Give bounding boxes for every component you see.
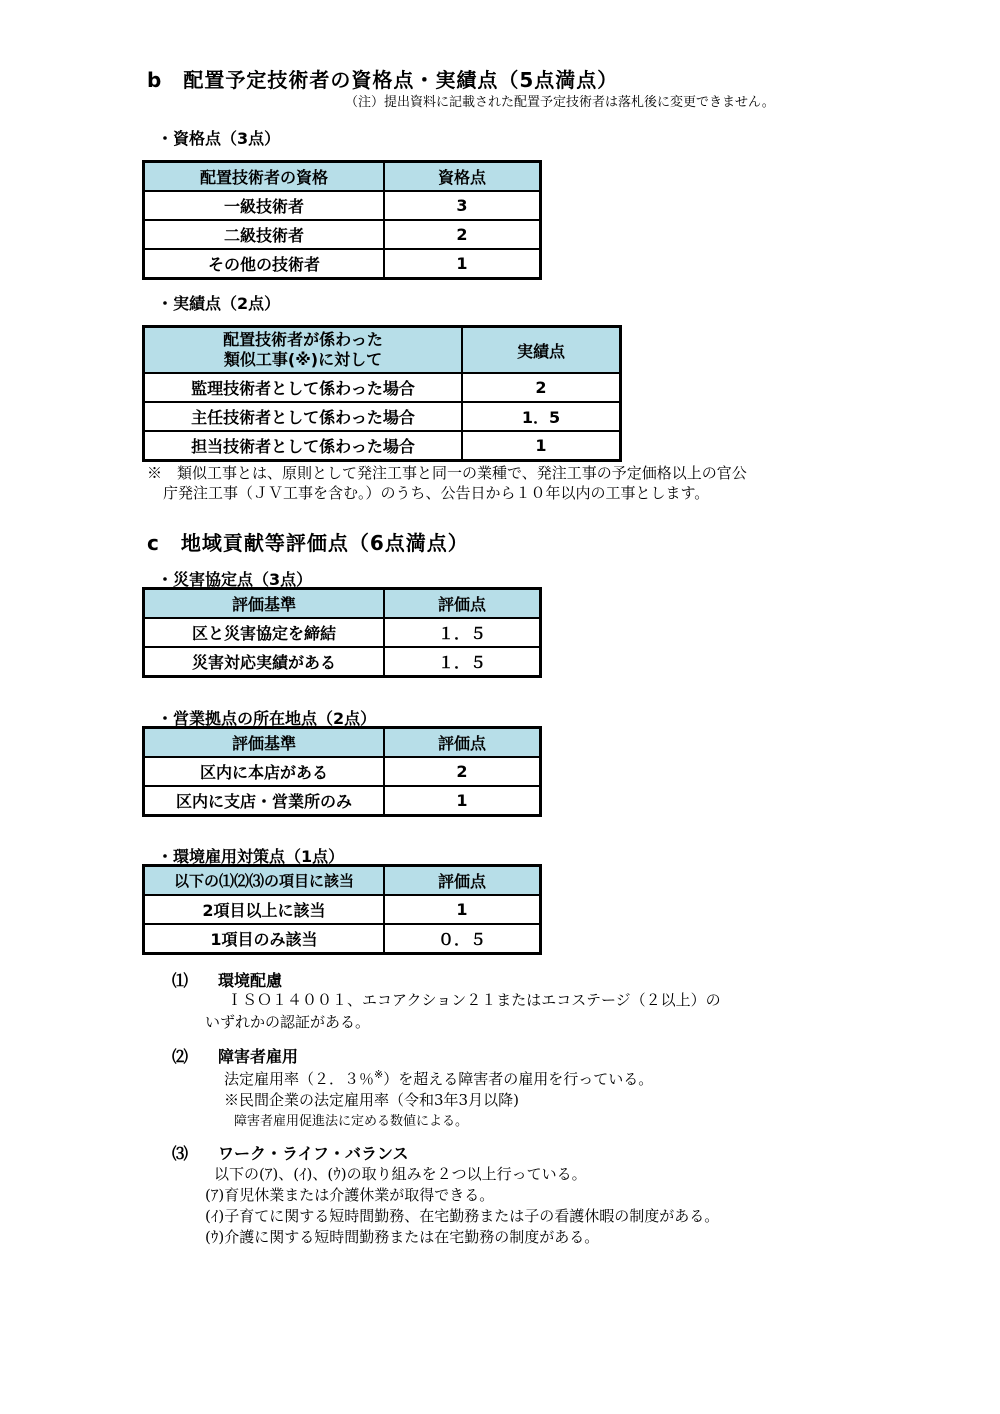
table-header-row [144, 728, 541, 758]
table-cell: 1．5 [462, 402, 621, 431]
table-cell: 区と災害協定を締結 [144, 618, 385, 647]
item2-line: ※民間企業の法定雇用率（令和3年3月以降) [224, 1091, 519, 1109]
table-cell: 主任技術者として係わった場合 [144, 402, 463, 431]
table-header-row [144, 866, 541, 896]
table-row [144, 895, 541, 924]
section-c-title: c 地域貢献等評価点（6点満点） [147, 531, 469, 555]
table-row [144, 924, 541, 954]
table-row [144, 191, 541, 220]
table-header-cell: 配置技術者の資格 [144, 162, 385, 192]
table-cell: 1 [462, 431, 621, 461]
section-b-title: b 配置予定技術者の資格点・実績点（5点満点） [147, 68, 619, 92]
footnote-line: ※ 類似工事とは、原則として発注工事と同一の業種で、発注工事の予定価格以上の官公 [147, 464, 747, 482]
table-header-row [144, 327, 621, 374]
item3-line: (ｱ)育児休業または介護休業が取得できる。 [205, 1186, 495, 1204]
table-row [144, 618, 541, 647]
table-header-row [144, 162, 541, 192]
qualification-heading: ・資格点（3点） [157, 129, 281, 148]
table-cell: 1 [384, 895, 541, 924]
table-cell: 一級技術者 [144, 191, 385, 220]
table-header-cell [144, 327, 463, 374]
item3-line: 以下の(ｱ)、(ｲ)、(ｳ)の取り組みを２つ以上行っている。 [214, 1165, 587, 1183]
table-row [144, 220, 541, 249]
item2-line1-sup: ※ [374, 1068, 384, 1081]
table-row [144, 647, 541, 677]
table-header-cell: 資格点 [384, 162, 541, 192]
achievement-table [142, 325, 622, 462]
table-cell: 2 [384, 757, 541, 786]
item2-line: 障害者雇用促進法に定める数値による。 [234, 1114, 469, 1129]
table-cell: 区内に本店がある [144, 757, 385, 786]
table-header-cell: 評価基準 [144, 589, 385, 619]
table-cell: 区内に支店・営業所のみ [144, 786, 385, 816]
table-cell: １．５ [384, 618, 541, 647]
section-b-note: （注）提出資料に記載された配置予定技術者は落札後に変更できません。 [345, 95, 775, 110]
header-line: 配置技術者が係わった [223, 330, 383, 349]
table-cell: 2 [462, 373, 621, 402]
item3-line: (ｲ)子育てに関する短時間勤務、在宅勤務または子の看護休暇の制度がある。 [205, 1207, 720, 1225]
table-header-cell: 評価点 [384, 866, 541, 896]
table-cell: 3 [384, 191, 541, 220]
table-cell: 担当技術者として係わった場合 [144, 431, 463, 461]
item3-title: ワーク・ライフ・バランス [218, 1144, 409, 1163]
disaster-heading: ・災害協定点（3点） [157, 570, 313, 589]
item3-line: (ｳ)介護に関する短時間勤務または在宅勤務の制度がある。 [205, 1228, 600, 1246]
item2-line1-post: ）を超える障害者の雇用を行っている。 [383, 1070, 654, 1088]
item2-title: 障害者雇用 [218, 1047, 299, 1066]
table-row [144, 402, 621, 431]
item1-line: いずれかの認証がある。 [205, 1013, 371, 1031]
item2-line1-pre: 法定雇用率（２．３％ [224, 1070, 375, 1088]
table-cell: 1項目のみ該当 [144, 924, 385, 954]
table-row [144, 786, 541, 816]
table-header-cell: 評価点 [384, 589, 541, 619]
table-cell: 災害対応実績がある [144, 647, 385, 677]
table-header-cell: 評価基準 [144, 728, 385, 758]
table-cell: 1 [384, 786, 541, 816]
qualification-table [142, 160, 542, 280]
table-row [144, 757, 541, 786]
table-cell: １．５ [384, 647, 541, 677]
table-cell: 二級技術者 [144, 220, 385, 249]
achievement-heading: ・実績点（2点） [157, 294, 281, 313]
table-row [144, 249, 541, 279]
item1-number: ⑴ [172, 971, 189, 990]
item1-line: ＩＳＯ１４００１、エコアクション２１またはエコステージ（２以上）の [227, 991, 721, 1009]
item2-line [224, 1068, 653, 1089]
table-header-cell: 以下の⑴⑵⑶の項目に該当 [144, 866, 385, 896]
item2-number: ⑵ [172, 1047, 189, 1066]
table-cell: ０．５ [384, 924, 541, 954]
office-table [142, 726, 542, 817]
table-header-cell: 実績点 [462, 327, 621, 374]
header-line: 類似工事(※)に対して [223, 350, 383, 369]
environment-table [142, 864, 542, 955]
environment-heading: ・環境雇用対策点（1点） [157, 847, 345, 866]
item3-number: ⑶ [172, 1144, 189, 1163]
table-row [144, 431, 621, 461]
table-header-cell: 評価点 [384, 728, 541, 758]
item1-title: 環境配慮 [218, 971, 283, 990]
disaster-table [142, 587, 542, 678]
office-heading: ・営業拠点の所在地点（2点） [157, 709, 377, 728]
table-cell: 2項目以上に該当 [144, 895, 385, 924]
footnote-line: 庁発注工事（ＪＶ工事を含む。）のうち、公告日から１０年以内の工事とします。 [163, 484, 710, 502]
table-cell: その他の技術者 [144, 249, 385, 279]
table-cell: 1 [384, 249, 541, 279]
table-cell: 2 [384, 220, 541, 249]
table-row [144, 373, 621, 402]
table-cell: 監理技術者として係わった場合 [144, 373, 463, 402]
table-header-row [144, 589, 541, 619]
